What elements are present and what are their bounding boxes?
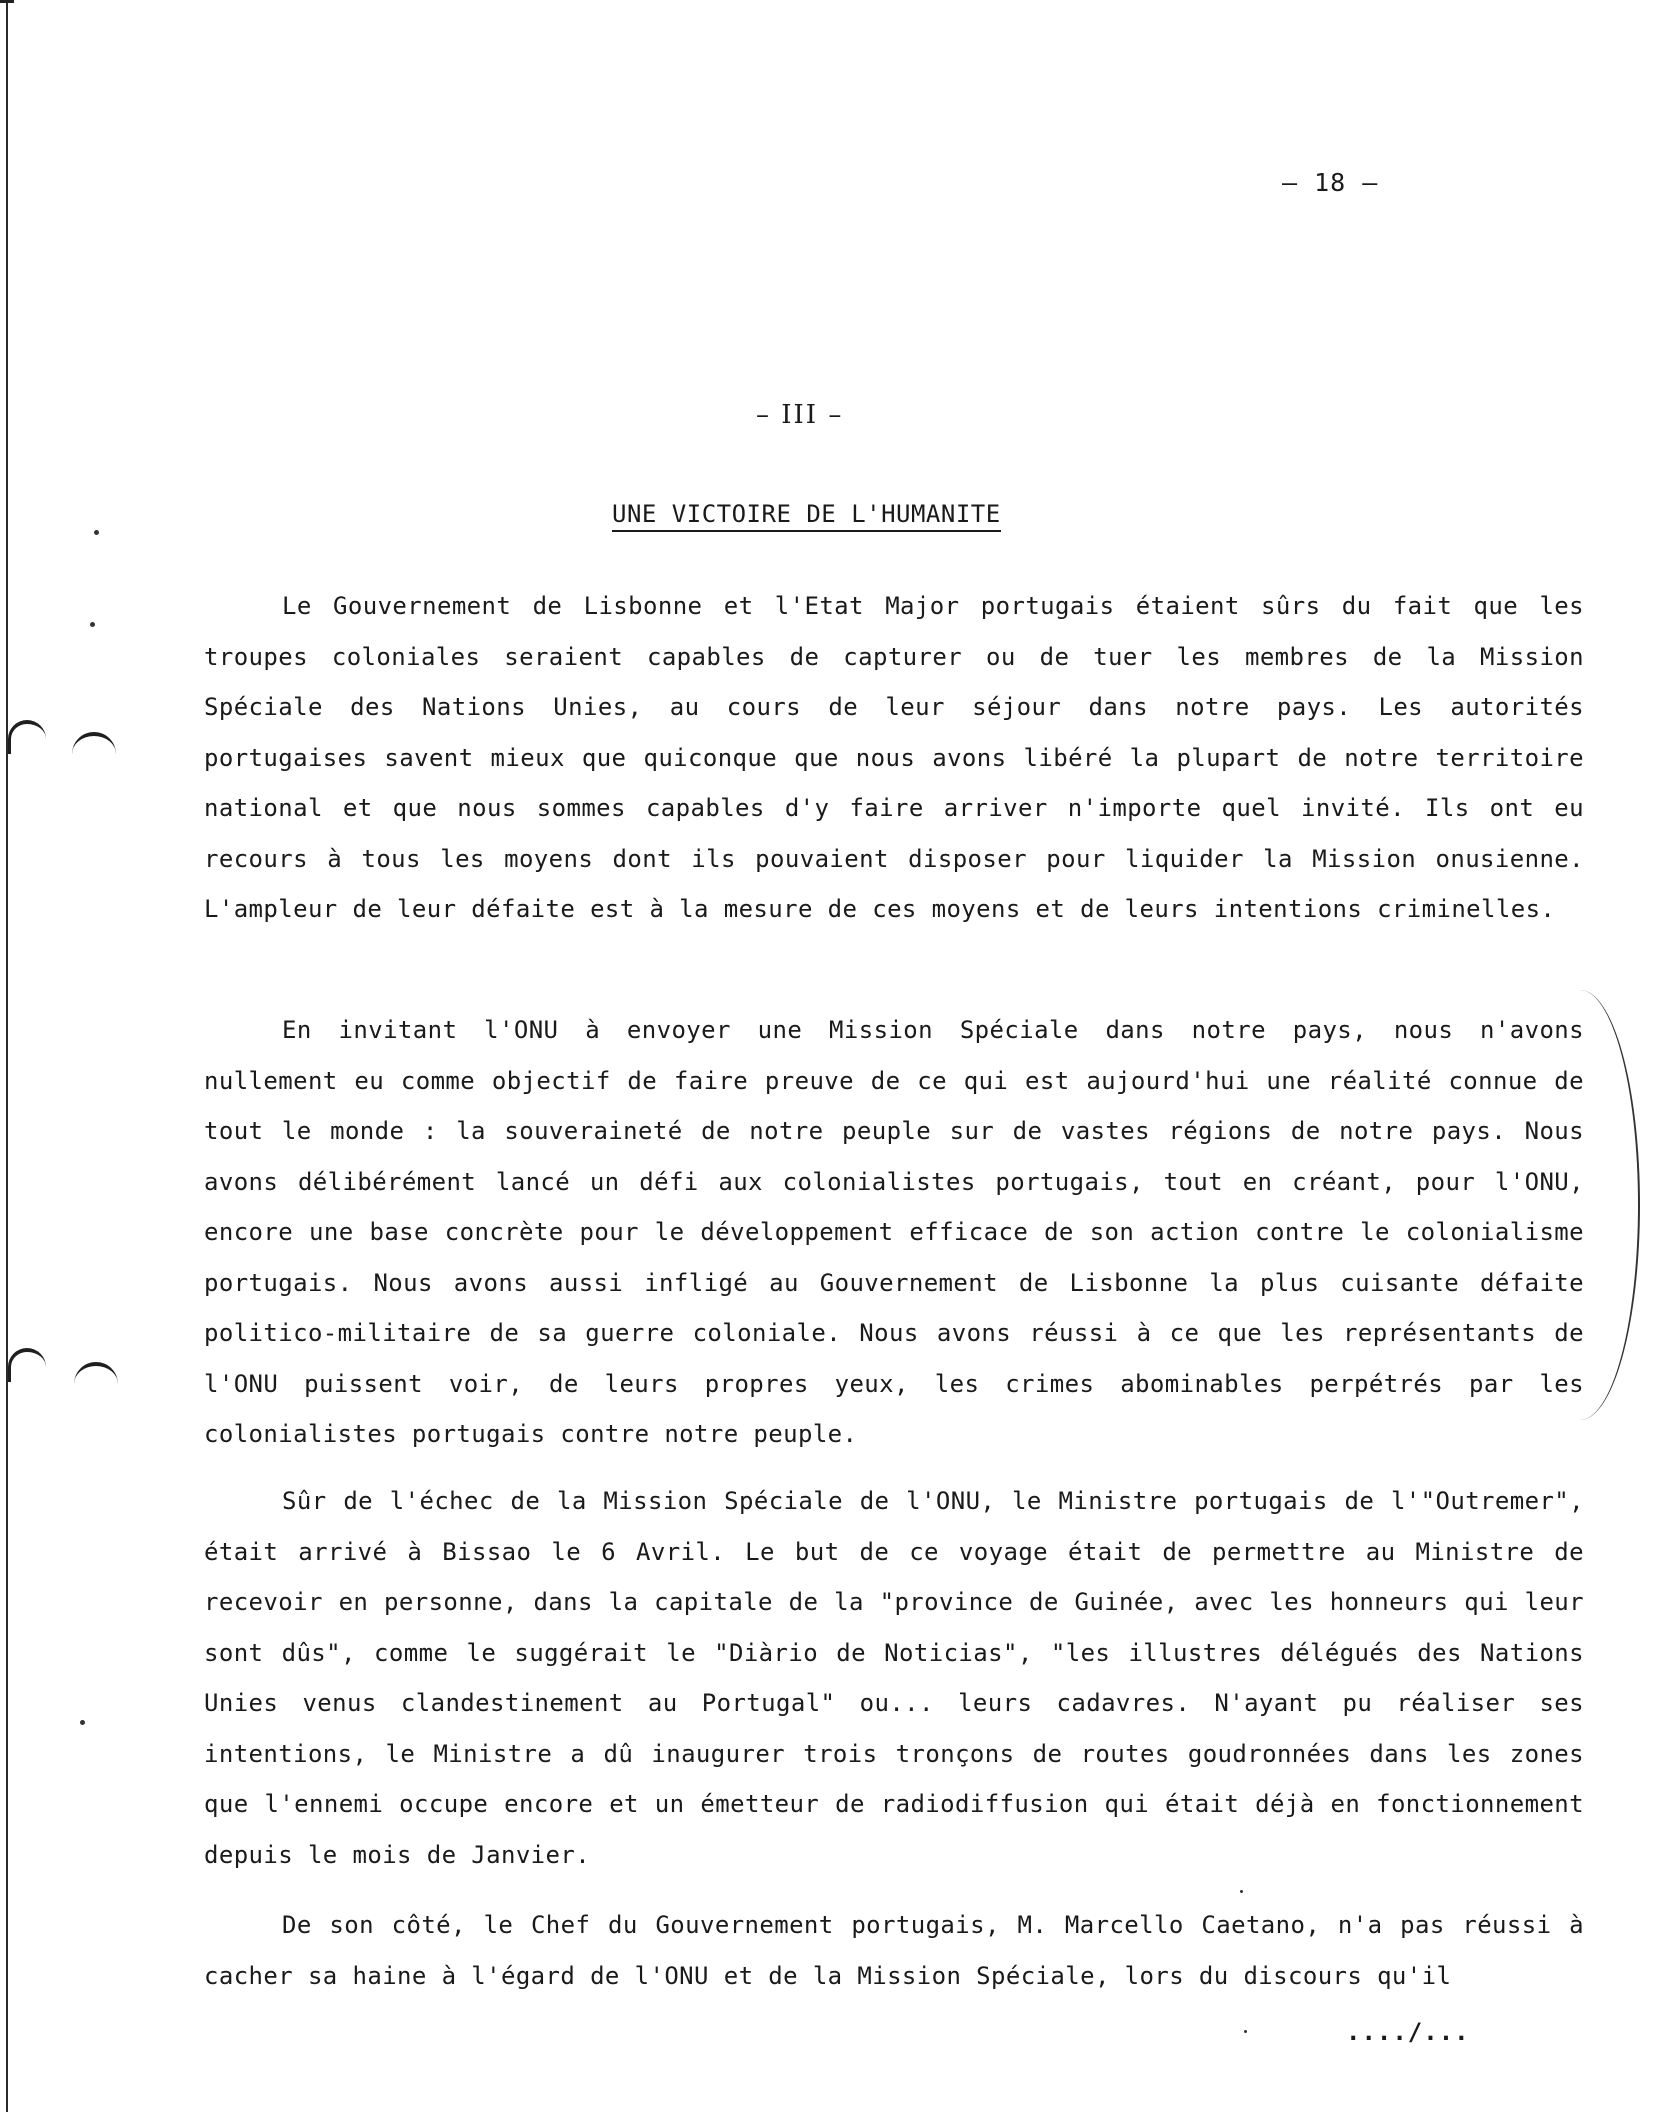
- continuation-mark: ..../...: [1346, 2018, 1470, 2046]
- speck: [90, 622, 95, 627]
- punch-mark-icon: [72, 732, 116, 766]
- left-margin-rule: [6, 0, 8, 2112]
- paragraph: Sûr de l'échec de la Mission Spéciale de l'ONU, le Ministre portugais de l'"Outremer", était arrivé à Bissao le 6 Avril. Le but de ce voyage était de permettre au Ministre de recevoir en personne, dans la capitale de la "province de Guinée, avec les honneurs qui leur sont dûs", comme le suggérait le "Diàrio de Noticias", "les illustres délégués des Nations Unies venus clandestinement au Portugal" ou... leurs cadavres. N'ayant pu réaliser ses intentions, le Ministre a dû inaugurer trois tronçons de routes goudronnées dans les zones que l'ennemi occupe encore et un émetteur de radiodiffusion qui était déjà en fonctionnement depuis le mois de Janvier.: [204, 1487, 1584, 1869]
- paragraph: De son côté, le Chef du Gouvernement portugais, M. Marcello Caetano, n'a pas réussi à cacher sa haine à l'égard de l'ONU et de la Mission Spéciale, lors du discours qu'il: [204, 1911, 1584, 1990]
- speck: [1240, 1890, 1243, 1893]
- margin-bracket: [1560, 990, 1640, 1420]
- page-title: UNE VICTOIRE DE L'HUMANITE: [612, 500, 1001, 532]
- speck: [1244, 2030, 1247, 2033]
- page-number: – 18 –: [1282, 168, 1379, 197]
- speck: [80, 1720, 85, 1725]
- paragraph: En invitant l'ONU à envoyer une Mission Spéciale dans notre pays, nous n'avons nullement eu comme objectif de faire preuve de ce qui est aujourd'hui une réalité connue de tout le monde : la souveraineté de notre peuple sur de vastes régions de notre pays. Nous avons délibérément lancé un défi aux colonialistes portugais, tout en créant, pour l'ONU, encore une base concrète pour le développement efficace de son action contre le colonialisme portugais. Nous avons aussi infligé au Gouvernement de Lisbonne la plus cuisante défaite politico-militaire de sa guerre coloniale. Nous avons réussi à ce que les représentants de l'ONU puissent voir, de leurs propres yeux, les crimes abominables perpétrés par les colonialistes portugais contre notre peuple.: [204, 1016, 1584, 1448]
- speck: [94, 530, 99, 535]
- punch-mark-icon: [74, 1362, 118, 1396]
- punch-mark-icon: [8, 720, 46, 754]
- punch-mark-icon: [8, 1348, 46, 1382]
- section-number: – III –: [756, 400, 844, 430]
- paragraph: Le Gouvernement de Lisbonne et l'Etat Major portugais étaient sûrs du fait que les troupes coloniales seraient capables de capturer ou de tuer les membres de la Mission Spéciale des Nations Unies, au cours de leur séjour dans notre pays. Les autorités portugaises savent mieux que quiconque que nous avons libéré la plupart de notre territoire national et que nous sommes capables d'y faire arriver n'importe quel invité. Ils ont eu recours à tous les moyens dont ils pouvaient disposer pour liquider la Mission onusienne. L'ampleur de leur défaite est à la mesure de ces moyens et de leurs intentions criminelles.: [204, 592, 1584, 923]
- left-margin-corner: [0, 0, 14, 13]
